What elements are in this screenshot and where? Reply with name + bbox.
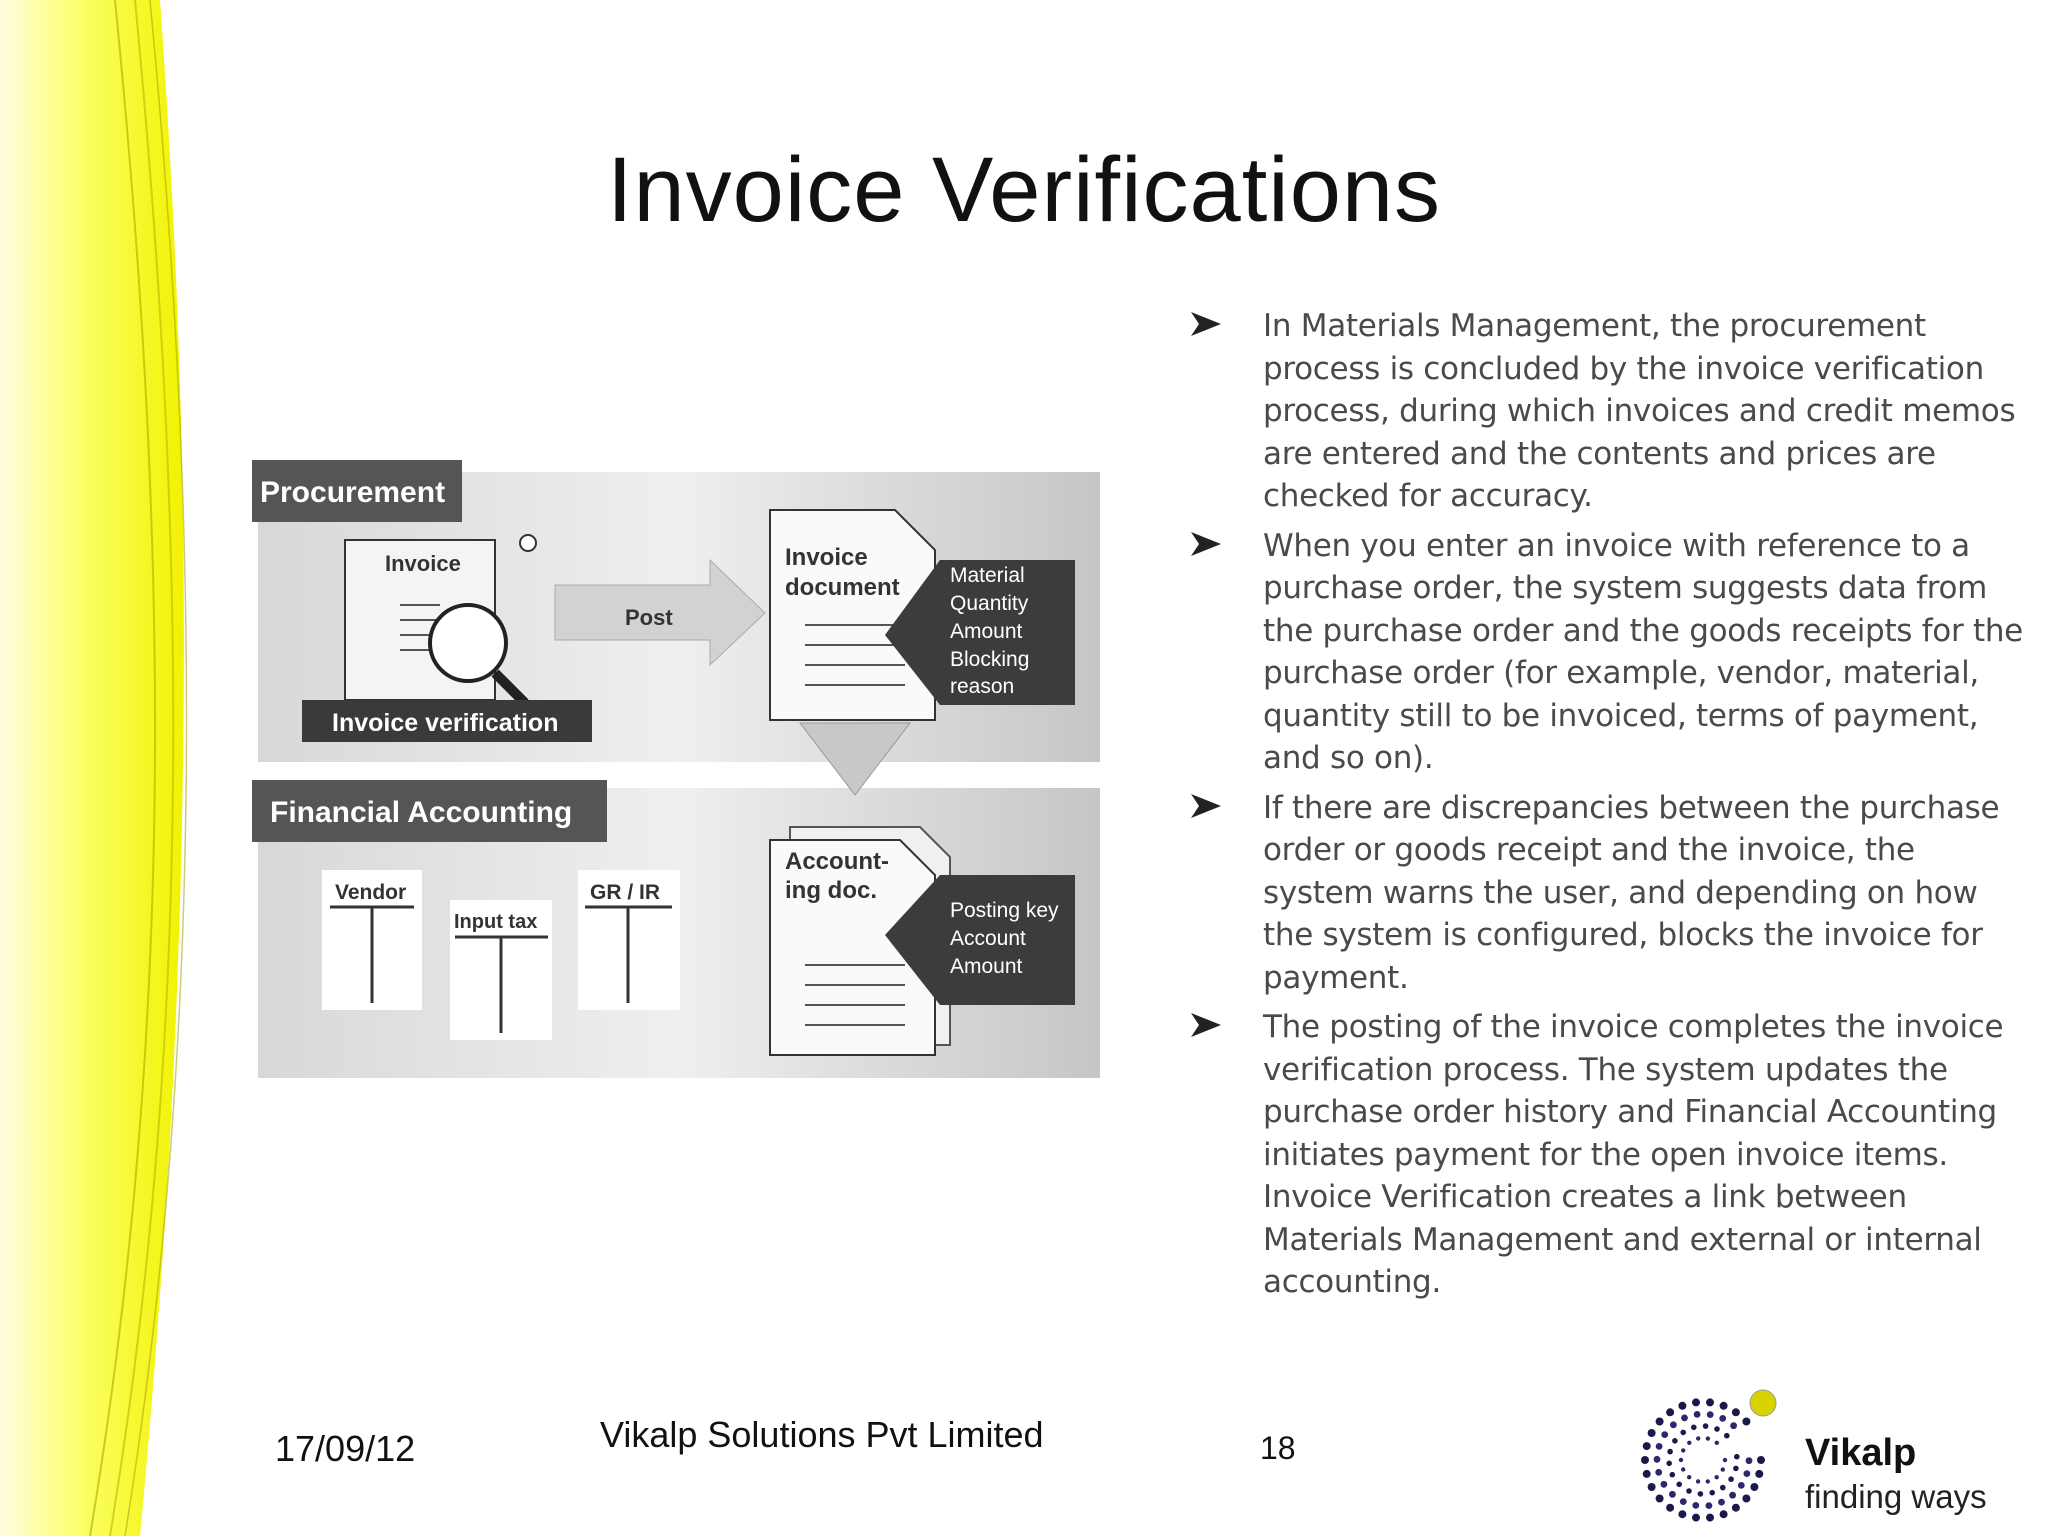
logo-dot: [1679, 1458, 1683, 1462]
brand-name: Vikalp: [1805, 1432, 1917, 1474]
logo-dot: [1706, 1514, 1714, 1522]
logo-dot: [1719, 1415, 1726, 1422]
financial-accounting-label: Financial Accounting: [270, 796, 573, 829]
logo-dot: [1681, 1415, 1688, 1422]
logo-dot: [1678, 1402, 1686, 1410]
logo-dot: [1648, 1483, 1656, 1491]
logo-dot: [1707, 1411, 1714, 1418]
logo-dot: [1681, 1467, 1685, 1471]
logo-dot: [1691, 1425, 1697, 1431]
logo-dot: [1728, 1476, 1734, 1482]
svg-text:Posting key: Posting key: [950, 899, 1059, 922]
logo-dot: [1696, 1436, 1700, 1440]
svg-text:Invoice: Invoice: [785, 544, 868, 571]
logo-dot: [1738, 1482, 1745, 1489]
logo-dot: [1706, 1436, 1710, 1440]
logo-dot: [1746, 1457, 1753, 1464]
svg-text:Vendor: Vendor: [335, 881, 407, 904]
logo-dot: [1715, 1441, 1719, 1445]
logo-dot: [1757, 1456, 1765, 1464]
post-label: Post: [625, 605, 673, 630]
logo-dot: [1742, 1495, 1750, 1503]
svg-text:Account: Account: [950, 927, 1026, 950]
page-number: 18: [1260, 1430, 1296, 1466]
logo-dot: [1648, 1429, 1656, 1437]
logo-dot: [1723, 1458, 1727, 1462]
logo-dot: [1670, 1472, 1676, 1478]
logo-dot: [1643, 1470, 1651, 1478]
logo-dot: [1641, 1456, 1649, 1464]
logo-dot: [1666, 1408, 1674, 1416]
logo-dot: [1681, 1448, 1685, 1452]
logo-dot: [1667, 1449, 1673, 1455]
logo-dot: [1687, 1441, 1691, 1445]
svg-text:Account-: Account-: [785, 848, 889, 875]
logo-dot: [1706, 1398, 1714, 1406]
t-account-vendor: [322, 870, 422, 1010]
invoice-label: Invoice: [385, 551, 461, 576]
magnifier-icon: [430, 605, 506, 681]
logo-dot: [1661, 1431, 1668, 1438]
logo-dot: [1670, 1421, 1677, 1428]
logo-dot: [1733, 1466, 1739, 1472]
procurement-label: Procurement: [260, 476, 446, 509]
bullet-list: [1185, 305, 2030, 1311]
logo-dot: [1706, 1479, 1710, 1483]
svg-text:GR / IR: GR / IR: [590, 881, 661, 904]
logo-dot: [1720, 1485, 1726, 1491]
bullet-item: When you enter an invoice with reference to a purchase order, the system suggests data from the purchase order and the goods receipts for the purchase order (for example, vendor, material, quantity still to be invoiced, terms of payment, and so on).: [1185, 525, 2030, 780]
brand-tagline: finding ways: [1805, 1478, 1987, 1515]
logo-dot: [1742, 1418, 1750, 1426]
logo-dot: [1720, 1510, 1728, 1518]
t-account-input-tax: [450, 900, 552, 1040]
logo-dot: [1721, 1467, 1725, 1471]
logo-dot: [1750, 1483, 1758, 1491]
logo-dot: [1643, 1442, 1651, 1450]
logo-dot: [1655, 1469, 1662, 1476]
logo-dot: [1730, 1422, 1737, 1429]
logo-dot: [1692, 1502, 1699, 1509]
logo-dot: [1732, 1408, 1740, 1416]
logo-dot: [1669, 1491, 1676, 1498]
logo-dot: [1692, 1514, 1700, 1522]
logo-dot: [1686, 1488, 1692, 1494]
logo-dot: [1720, 1402, 1728, 1410]
footer-date: 17/09/12: [275, 1428, 416, 1469]
svg-text:Amount: Amount: [950, 955, 1023, 978]
logo-dot: [1687, 1475, 1691, 1479]
t-account-gr-ir: [578, 870, 680, 1010]
logo-dot: [1755, 1470, 1763, 1478]
logo-dot: [1744, 1470, 1751, 1477]
logo-dot: [1692, 1398, 1700, 1406]
invoice-verification-diagram: [250, 455, 1110, 1095]
logo-dot: [1734, 1454, 1740, 1460]
logo-dot: [1715, 1475, 1719, 1479]
logo-dot: [1666, 1461, 1672, 1467]
logo-dot: [1656, 1495, 1664, 1503]
svg-text:Blocking: Blocking: [950, 648, 1030, 671]
svg-text:reason: reason: [950, 675, 1015, 698]
arrowhead-bullet-icon: [1189, 1010, 1223, 1040]
svg-text:Quantity: Quantity: [950, 592, 1029, 615]
logo-dot: [1696, 1479, 1700, 1483]
bullet-item: In Materials Management, the procurement process is concluded by the invoice verification process, during which invoices and credit memos are entered and the contents and prices are checked for accuracy.: [1185, 305, 2030, 518]
arrowhead-bullet-icon: [1189, 309, 1223, 339]
footer-company: Vikalp Solutions Pvt Limited: [600, 1414, 1044, 1455]
svg-text:ing doc.: ing doc.: [785, 877, 877, 904]
logo-dot: [1703, 1423, 1709, 1429]
arrowhead-bullet-icon: [1189, 791, 1223, 821]
svg-text:document: document: [785, 574, 900, 601]
logo-dot: [1656, 1443, 1663, 1450]
title-area: [0, 140, 2048, 226]
logo-dot: [1724, 1433, 1730, 1439]
logo-dot: [1714, 1426, 1720, 1432]
logo-dot: [1666, 1504, 1674, 1512]
yellow-swoosh-decoration: [0, 0, 220, 1536]
logo-dot: [1709, 1490, 1715, 1496]
logo-dot: [1654, 1456, 1661, 1463]
logo-dot: [1680, 1430, 1686, 1436]
logo-dot: [1661, 1481, 1668, 1488]
logo-dot: [1656, 1418, 1664, 1426]
logo-dot: [1732, 1504, 1740, 1512]
vikalp-logo-icon: [1635, 1385, 1785, 1525]
bullet-item: The posting of the invoice completes the invoice verification process. The system updates the purchase order history and Financial Accounting initiates payment for the open invoice items. Invoice Verification creates a link between Materials Management and external or internal accounting.: [1185, 1006, 2030, 1304]
svg-text:Material: Material: [950, 564, 1025, 587]
svg-text:Input tax: Input tax: [454, 911, 538, 933]
logo-dot: [1678, 1510, 1686, 1518]
invoice-verification-label: Invoice verification: [332, 709, 559, 737]
bullet-item: If there are discrepancies between the purchase order or goods receipt and the invoice, the system warns the user, and depending on how the system is configured, blocks the invoice for payment.: [1185, 787, 2030, 1000]
logo-dot: [1676, 1482, 1682, 1488]
logo-dot: [1706, 1502, 1713, 1509]
slide-title: Invoice Verifications: [606, 140, 1442, 226]
svg-text:Amount: Amount: [950, 620, 1023, 643]
logo-dot: [1680, 1498, 1687, 1505]
logo-dot: [1718, 1499, 1725, 1506]
logo-dot: [1729, 1492, 1736, 1499]
logo-dot: [1672, 1438, 1678, 1444]
arrowhead-bullet-icon: [1189, 529, 1223, 559]
logo-dot: [1698, 1491, 1704, 1497]
logo-dot: [1694, 1411, 1701, 1418]
